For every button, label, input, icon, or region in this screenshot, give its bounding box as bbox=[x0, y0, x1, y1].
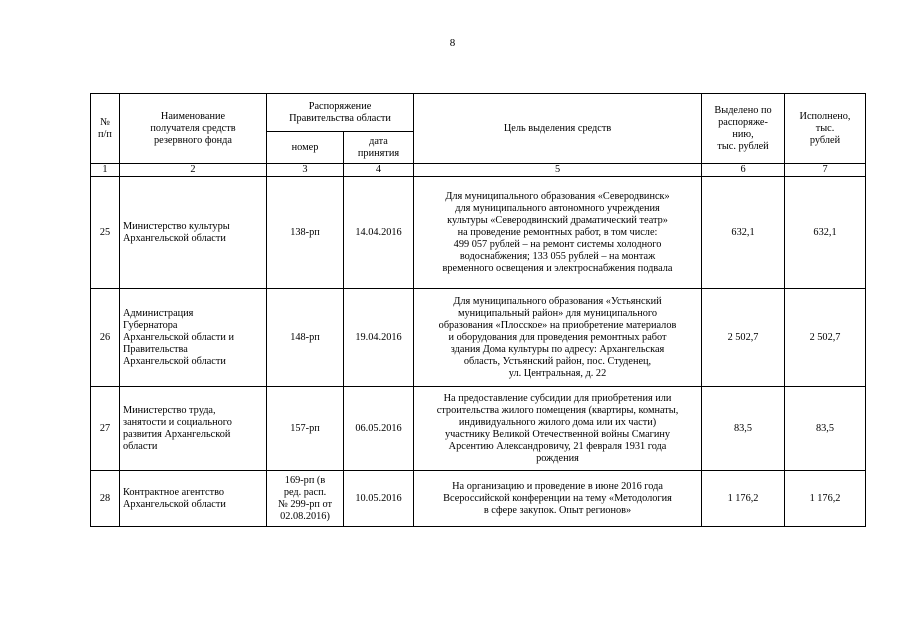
row-recipient: Министерство культуры Архангельской области bbox=[120, 177, 267, 289]
row-order-number: 138-рп bbox=[267, 177, 344, 289]
row-recipient: Контрактное агентство Архангельской области bbox=[120, 471, 267, 527]
row-allocated: 1 176,2 bbox=[702, 471, 785, 527]
row-order-number: 169-рп (в ред. расп. № 299-рп от 02.08.2016) bbox=[267, 471, 344, 527]
column-number: 4 bbox=[344, 164, 414, 177]
row-purpose: Для муниципального образования «Северодвинск» для муниципального автономного учреждения культуры «Северодвинский драматический театр» на проведение ремонтных работ, в том числе: 499 057 рублей – на ремонт системы холодного водоснабжения; 133 055 рублей – на монтаж временного освещения и электроснабжения подвала bbox=[414, 177, 702, 289]
row-num: 25 bbox=[91, 177, 120, 289]
row-order-number: 148-рп bbox=[267, 289, 344, 387]
table-row bbox=[91, 177, 866, 289]
reserve-fund-table bbox=[90, 93, 866, 527]
row-purpose: Для муниципального образования «Устьянский муниципальный район» для муниципального образования «Плосское» на приобретение материалов и оборудования для проведения ремонтных работ здания Дома культуры по адресу: Архангельская область, Устьянский район, пос. Студенец, ул. Центральная, д. 22 bbox=[414, 289, 702, 387]
row-executed: 83,5 bbox=[785, 387, 866, 471]
row-num: 28 bbox=[91, 471, 120, 527]
row-recipient: Администрация Губернатора Архангельской области и Правительства Архангельской области bbox=[120, 289, 267, 387]
column-number-row bbox=[91, 164, 866, 177]
column-number: 3 bbox=[267, 164, 344, 177]
table-row bbox=[91, 471, 866, 527]
column-number: 1 bbox=[91, 164, 120, 177]
table-row bbox=[91, 289, 866, 387]
row-allocated: 83,5 bbox=[702, 387, 785, 471]
row-order-date: 19.04.2016 bbox=[344, 289, 414, 387]
page-number: 8 bbox=[449, 37, 456, 49]
row-purpose: На организацию и проведение в июне 2016 года Всероссийской конференции на тему «Методология в сфере закупок. Опыт регионов» bbox=[414, 471, 702, 527]
row-order-date: 06.05.2016 bbox=[344, 387, 414, 471]
row-executed: 1 176,2 bbox=[785, 471, 866, 527]
header-num: № п/п bbox=[91, 94, 120, 164]
header-order-number: номер bbox=[267, 132, 344, 164]
header-executed: Исполнено, тыс. рублей bbox=[785, 94, 866, 164]
row-num: 27 bbox=[91, 387, 120, 471]
table-row bbox=[91, 387, 866, 471]
header-order-group: Распоряжение Правительства области bbox=[267, 94, 414, 132]
header-purpose: Цель выделения средств bbox=[414, 94, 702, 164]
row-purpose: На предоставление субсидии для приобретения или строительства жилого помещения (квартиры, комнаты, индивидуального жилого дома или их части) участнику Великой Отечественной войны Смагину Арсентию Александровичу, 21 февраля 1931 года рождения bbox=[414, 387, 702, 471]
column-number: 5 bbox=[414, 164, 702, 177]
row-allocated: 632,1 bbox=[702, 177, 785, 289]
row-num: 26 bbox=[91, 289, 120, 387]
column-number: 7 bbox=[785, 164, 866, 177]
header-allocated: Выделено по распоряже- нию, тыс. рублей bbox=[702, 94, 785, 164]
header-recipient: Наименование получателя средств резервного фонда bbox=[120, 94, 267, 164]
row-recipient: Министерство труда, занятости и социального развития Архангельской области bbox=[120, 387, 267, 471]
row-allocated: 2 502,7 bbox=[702, 289, 785, 387]
row-executed: 2 502,7 bbox=[785, 289, 866, 387]
row-order-date: 10.05.2016 bbox=[344, 471, 414, 527]
row-order-number: 157-рп bbox=[267, 387, 344, 471]
row-order-date: 14.04.2016 bbox=[344, 177, 414, 289]
row-executed: 632,1 bbox=[785, 177, 866, 289]
column-number: 2 bbox=[120, 164, 267, 177]
column-number: 6 bbox=[702, 164, 785, 177]
header-order-date: дата принятия bbox=[344, 132, 414, 164]
